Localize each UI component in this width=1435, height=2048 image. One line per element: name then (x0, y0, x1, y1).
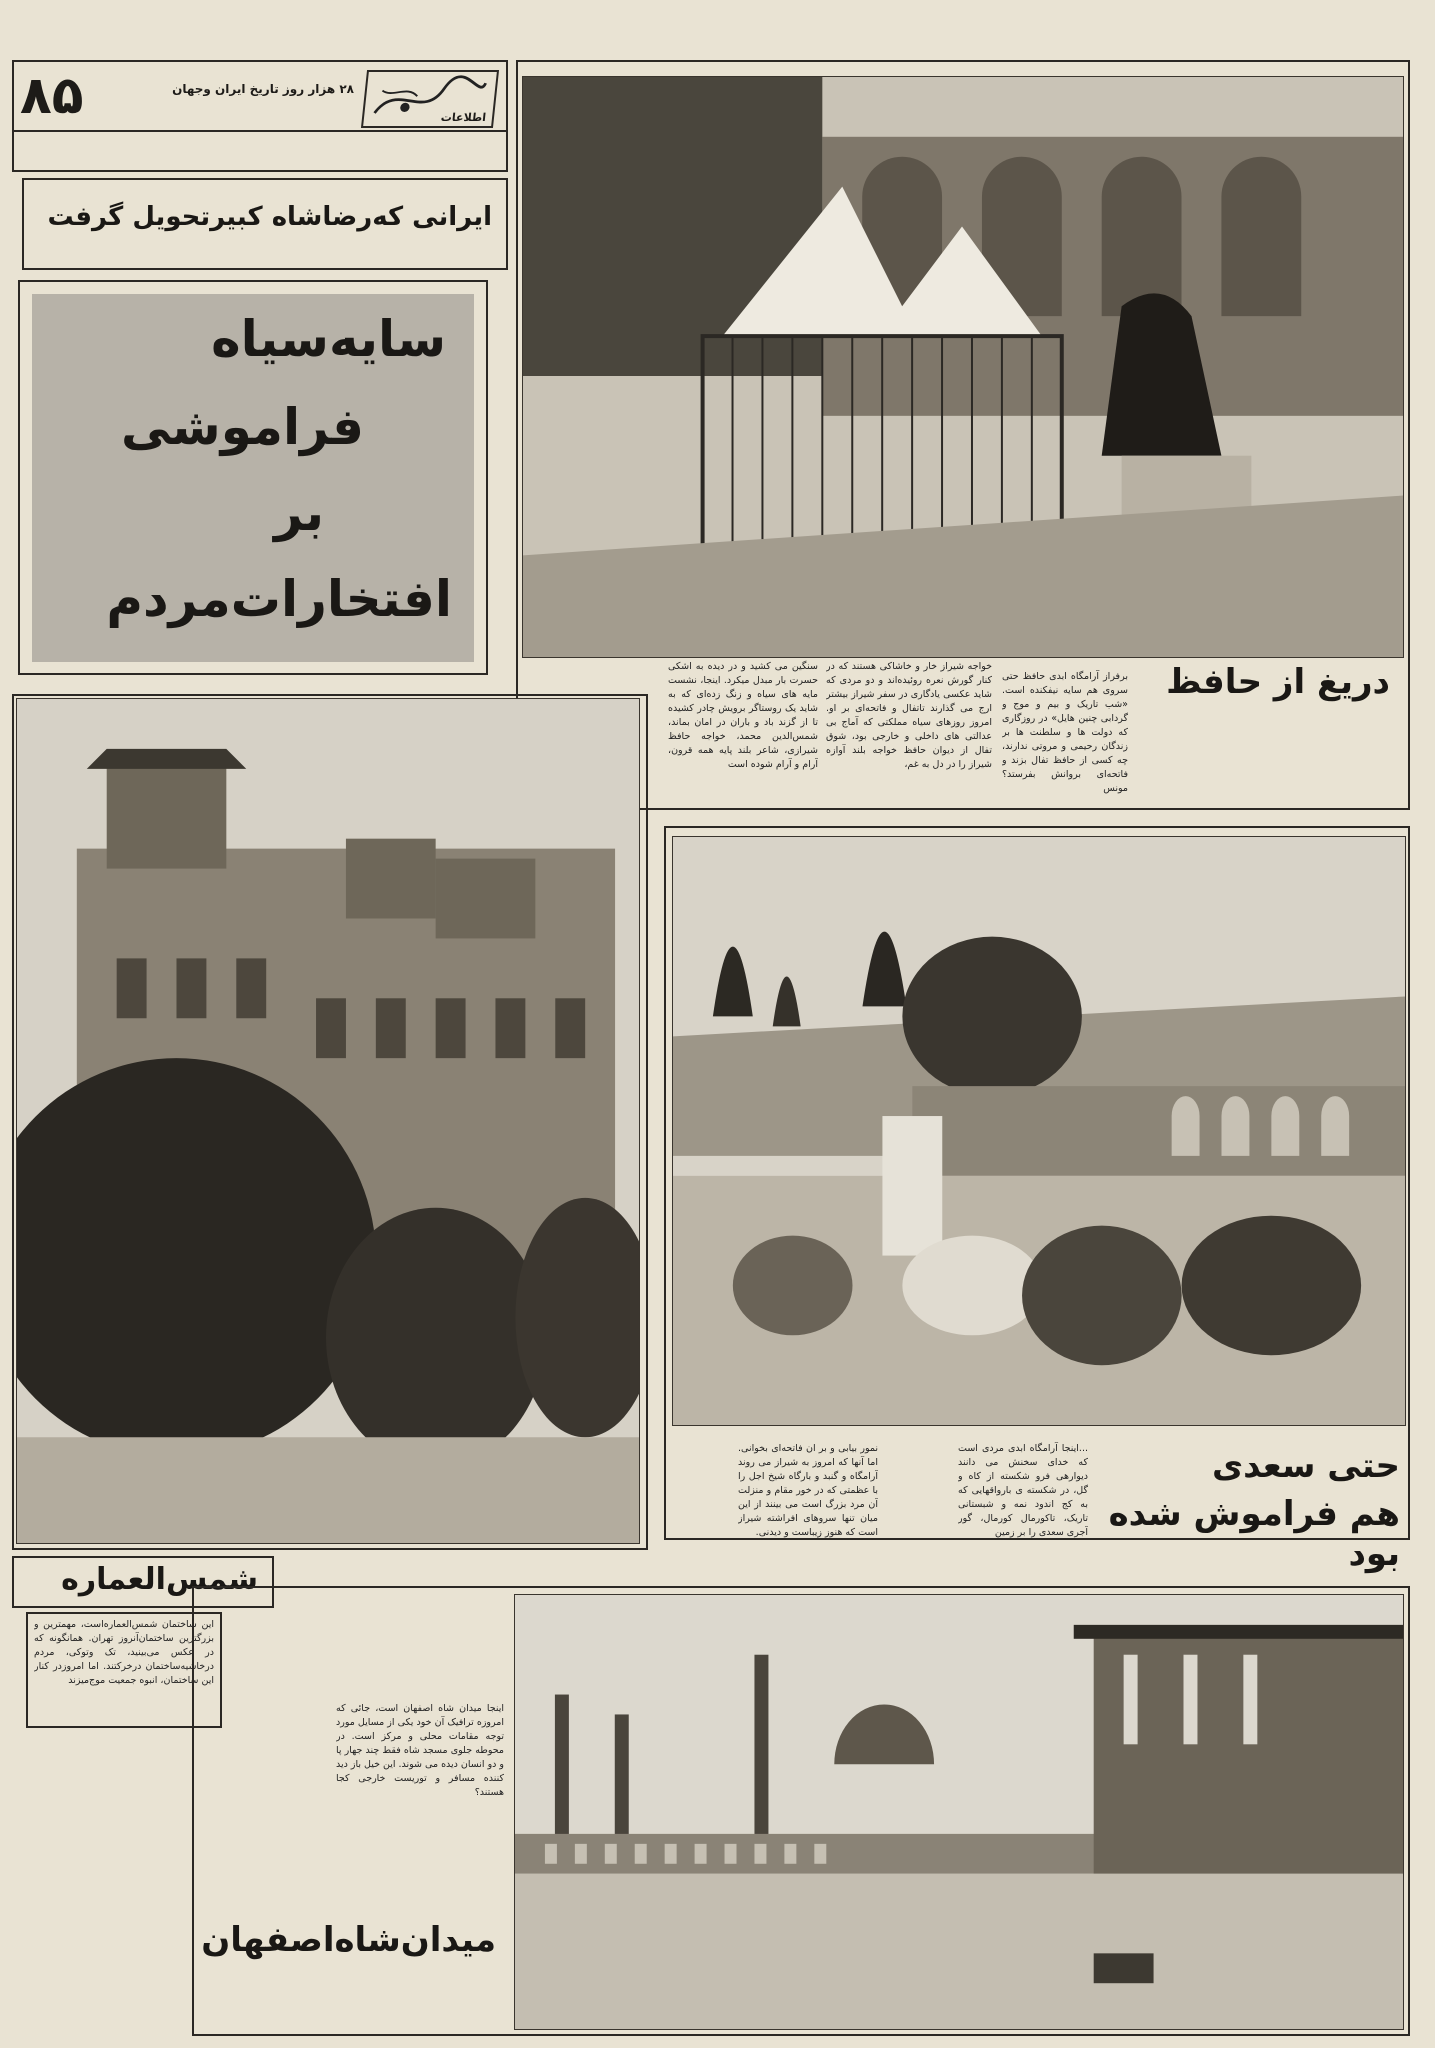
isfahan-heading: میدان‌شاه‌اصفهان (201, 1920, 496, 1960)
logo-text: اطلاعات (440, 111, 487, 124)
saadi-heading-line-1: حتی سعدی (1211, 1446, 1400, 1486)
isfahan-photo-left (514, 1594, 515, 1595)
shams-caption: این ساختمان شمس‌العماره‌است، مهمترین و بزرگترین ساختمان‌آنروز تهران. همانگونه که در عکس می‌بینید، تک وتوکی، مردم درخاشیه‌ساختمان درخرکتند. اما امروزدر کنار این ساختمان، انبوه جمعیت موج‌میزند (34, 1619, 214, 1686)
newspaper-logo (361, 70, 499, 128)
shams-ol-emareh-photo (16, 698, 640, 1544)
section-title-box (22, 178, 508, 270)
headline-line-2: فراموشی (120, 398, 364, 456)
headline-line-3: بر (274, 484, 324, 542)
hafez-caption-col-1: برفراز آرامگاه ابدی حافظ حتی سروی هم سایه نیفکنده است. «شب تاریک و بیم و موج و گردابی چنین هایل» در روزگاری که دولت ها و سلطنت ها بر زندگان رحیمی و مروتی ندارند، چه کسی از حافظ تفال بزند و فاتحه‌ای بروانش بفرستد؟ مونس (1002, 671, 1128, 794)
headline-gray-block (32, 294, 474, 662)
headline-line-4: افتخارات‌مردم (106, 570, 452, 628)
hafez-caption-col-3: سنگین می کشید و در دیده به اشکی حسرت بار مبدل میکرد. اینجا، نشست مایه های سیاه و زنگ زده‌ای که به شاید یک روستاگر برویش چادر کشیده تا از گزند باد و باران در امان بماند، شمس‌الدین محمد، خواجه حافظ شیرازی، شاعر بلند پایه همه قرون، آرام و آرام شوده است (668, 661, 818, 770)
header-rule (12, 130, 508, 132)
hafez-caption-col-2: خواجه شیراز خار و خاشاکی هستند که در کنار گورش نعره روئیده‌اند و دو مردی که شاید عکسی یادگاری در سفر شیراز بیشتر ارج می گذارند تاتفال و فاتحه‌ای بر او. امروز روزهای سیاه مملکتی که آماج بی عدالتی های داخلی و خارجی بود، شوق تفال از دیوان حافظ خواجه بلند آوازه شیراز را در دل به غم، (826, 661, 992, 770)
hafez-heading: دریغ از حافظ (1166, 662, 1390, 702)
saadi-tomb-photo (672, 836, 1406, 1426)
section-title: ایرانی که‌رضاشاه کبیرتحویل گرفت (47, 202, 492, 232)
saadi-heading-line-2: هم فراموش شده بود (1108, 1494, 1400, 1574)
series-title: ۲۸ هزار روز تاریخ ایران وجهان (172, 82, 354, 96)
page-number: ۸۵ (20, 66, 84, 126)
saadi-caption-col-1: ...اینجا آرامگاه ابدی مردی است که خدای سخنش می دانند دیوارهی فرو شکسته از کاه و گل، در شکسته ی بارواقهایی که به کج اندود نمه و شبستانی تاریک، تاکورمال کورمال، گور آجری سعدی را بر زمین (958, 1443, 1088, 1538)
header-box (12, 60, 508, 172)
hafez-tomb-photo (522, 76, 1404, 658)
main-headline-panel (18, 280, 488, 675)
naqsh-e-jahan-square-photo (514, 1594, 1404, 2030)
headline-line-1: سایه‌سیاه (211, 310, 446, 368)
isfahan-caption: اینجا میدان شاه اصفهان است، جائی که امروزه ترافیک آن خود یکی از مسایل مورد توجه مقامات محلی و مرکز است. در محوطه جلوی مسجد شاه فقط چند جهار پا و دو انسان دیده می شوند. این خیل باز دید کننده مسافر و توریست خارجی کجا هستند؟ (336, 1703, 504, 1798)
saadi-caption-col-2: نمور بیابی و بر ان فاتحه‌ای بخوانی. اما آنها که امروز به شیراز می روند آرامگاه و گنبد و بارگاه شیخ اجل را با عظمتی که در خور مقام و منزلت آن مرد بزرگ است می بینند از این میان تنها سروهای افراشته شیراز است که هنوز زیباست و دیدنی. (738, 1443, 878, 1538)
shams-heading: شمس‌العماره (61, 1562, 258, 1597)
